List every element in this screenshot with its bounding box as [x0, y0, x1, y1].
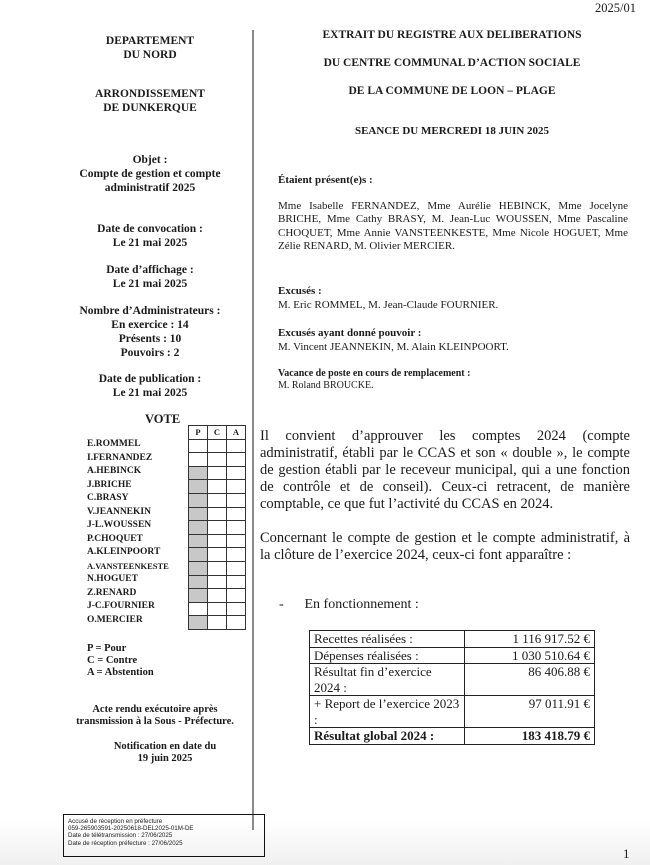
convocation-label: Date de convocation :: [97, 223, 203, 235]
vote-cell-a: [227, 616, 246, 630]
excuses-list: M. Eric ROMMEL, M. Jean-Claude FOURNIER.: [278, 298, 499, 311]
column-contre: C: [208, 426, 227, 440]
vote-cell-p: [189, 589, 208, 603]
voter-name: C.BRASY: [87, 493, 129, 503]
arrondissement-line: DE DUNKERQUE: [103, 102, 197, 114]
vote-cell-c: [208, 521, 227, 535]
acte-line: transmission à la Sous - Préfecture.: [76, 716, 234, 727]
administrateurs-block: [60, 304, 240, 360]
vote-cell-c: [208, 466, 227, 480]
column-divider: [252, 30, 254, 830]
vote-row: [189, 466, 246, 480]
vote-cell-p: [189, 453, 208, 467]
finance-value: 1 116 917.52 €: [465, 631, 595, 648]
receipt-line: Accusé de réception en préfecture: [68, 818, 163, 825]
publication-value: Le 21 mai 2025: [112, 387, 188, 399]
legend-abstention: A = Abstention: [87, 667, 154, 678]
finance-label: Résultat fin d’exercice 2024 :: [310, 664, 465, 696]
vote-cell-p: [189, 480, 208, 494]
en-exercice-count: En exercice : 14: [111, 319, 189, 331]
vote-cell-p: [189, 439, 208, 453]
vote-cell-a: [227, 453, 246, 467]
vote-cell-a: [227, 561, 246, 575]
vote-cell-a: [227, 480, 246, 494]
finance-value: 97 011.91 €: [465, 696, 595, 728]
vacance-label: Vacance de poste en cours de remplacement :: [278, 368, 471, 379]
vote-cell-c: [208, 453, 227, 467]
vote-cell-p: [189, 507, 208, 521]
publication-label: Date de publication :: [98, 373, 202, 385]
vote-cell-c: [208, 480, 227, 494]
header-line-3: DE LA COMMUNE DE LOON – PLAGE: [348, 85, 556, 97]
vote-cell-p: [189, 466, 208, 480]
arrondissement-block: [60, 87, 240, 115]
administrateurs-label: Nombre d’Administrateurs :: [79, 305, 221, 317]
vote-cell-p: [189, 493, 208, 507]
vote-row: [189, 589, 246, 603]
finance-table: [309, 630, 595, 745]
vote-cell-a: [227, 439, 246, 453]
objet-label: Objet :: [132, 154, 168, 166]
arrondissement-line: ARRONDISSEMENT: [95, 88, 205, 100]
vote-row: [189, 534, 246, 548]
vote-cell-a: [227, 507, 246, 521]
finance-value: 183 418.79 €: [465, 728, 595, 745]
voter-name: V.JEANNEKIN: [87, 506, 151, 517]
vote-row: [189, 616, 246, 630]
vote-cell-a: [227, 493, 246, 507]
finance-label: Résultat global 2024 :: [310, 728, 465, 745]
vote-cell-c: [208, 616, 227, 630]
voter-name: J-C.FOURNIER: [87, 601, 155, 611]
header-line-1: EXTRAIT DU REGISTRE AUX DELIBERATIONS: [322, 29, 582, 41]
vote-row: [189, 480, 246, 494]
acte-line: Acte rendu exécutoire après: [92, 704, 218, 715]
presents-list: Mme Isabelle FERNANDEZ, Mme Aurélie HEBINCK, Mme Jocelyne BRICHE, Mme Cathy BRASY, M. Jean-Luc WOUSSEN, Mme Pascaline CHOQUET, Mme Annie VANSTEENKESTE, Mme Nicole HOGUET, Mme Zélie RENARD, M. Olivier MERCIER.: [278, 199, 628, 252]
receipt-reception-date: Date de réception préfecture : 27/06/2025: [68, 839, 183, 847]
voter-name: Z.RENARD: [87, 587, 137, 598]
vacance-section: [278, 368, 628, 392]
finance-label: Dépenses réalisées :: [310, 647, 465, 664]
vote-grid-header: [189, 426, 246, 440]
vote-row: [189, 493, 246, 507]
presents-count: Présents : 10: [118, 333, 182, 345]
department-line: DEPARTEMENT: [105, 35, 195, 47]
vote-cell-c: [208, 548, 227, 562]
vote-cell-a: [227, 602, 246, 616]
vote-row: [189, 521, 246, 535]
voter-name: A.HEBINCK: [87, 466, 142, 476]
affichage-label: Date d’affichage :: [106, 264, 194, 276]
finance-label: Recettes réalisées :: [310, 631, 465, 648]
pouvoir-list: M. Vincent JEANNEKIN, M. Alain KLEINPOORT.: [278, 340, 509, 353]
department-block: [60, 34, 240, 62]
vote-row: [189, 561, 246, 575]
column-pour: P: [189, 426, 208, 440]
voter-name: J-L.WOUSSEN: [87, 520, 152, 530]
affichage-value: Le 21 mai 2025: [112, 278, 188, 290]
convocation-block: [60, 222, 240, 250]
publication-block: [60, 372, 240, 400]
vote-cell-a: [227, 575, 246, 589]
vote-row: [189, 602, 246, 616]
notification-date: 19 juin 2025: [137, 753, 193, 764]
vote-cell-a: [227, 534, 246, 548]
vote-cell-p: [189, 548, 208, 562]
seance-title: SEANCE DU MERCREDI 18 JUIN 2025: [354, 125, 550, 137]
vote-cell-p: [189, 561, 208, 575]
vote-row: [189, 548, 246, 562]
vote-row: [189, 453, 246, 467]
department-line: DU NORD: [123, 49, 177, 61]
presents-label: Étaient présent(e)s :: [278, 174, 373, 186]
vote-cell-a: [227, 589, 246, 603]
document-reference: 2025/01: [595, 1, 636, 15]
bullet-dash: -: [279, 597, 284, 612]
body-paragraph-1: Il convient d’approuver les comptes 2024 (compte administratif, établi par le CCAS et son « double », le compte de gestion établi par le receveur municipal, qui a une fonction de contrôle et de conseil). Ceux-ci retracent, de manière comptable, ce que fut l’activité du CCAS en 2024.: [260, 428, 630, 512]
convocation-value: Le 21 mai 2025: [112, 237, 188, 249]
vote-cell-c: [208, 534, 227, 548]
voter-name: E.ROMMEL: [87, 439, 141, 449]
vote-cell-p: [189, 602, 208, 616]
pouvoirs-count: Pouvoirs : 2: [120, 347, 180, 359]
excuses-section: [278, 285, 628, 312]
vacance-name: M. Roland BROUCKE.: [278, 380, 374, 391]
notification-block: [90, 741, 240, 765]
vote-row: [189, 575, 246, 589]
finance-value: 86 406.88 €: [465, 664, 595, 696]
vote-cell-p: [189, 521, 208, 535]
column-abstention: A: [227, 426, 246, 440]
affichage-block: [60, 263, 240, 291]
bullet-label: En fonctionnement :: [304, 597, 419, 612]
vote-cell-p: [189, 575, 208, 589]
finance-row: [310, 728, 595, 745]
vote-row: [189, 507, 246, 521]
finance-table-body: [310, 631, 595, 745]
vote-names: [87, 438, 169, 627]
objet-text: administratif 2025: [104, 182, 196, 194]
voter-name: A.KLEINPOORT: [87, 547, 161, 557]
finance-row: [310, 647, 595, 664]
vote-cell-a: [227, 466, 246, 480]
finance-label: + Report de l’exercice 2023 :: [310, 696, 465, 728]
legend-pour: P = Pour: [87, 643, 127, 654]
vote-cell-c: [208, 589, 227, 603]
voter-name: I.FERNANDEZ: [87, 452, 153, 463]
voter-name: A.VANSTEENKESTE: [87, 560, 169, 571]
pouvoir-label: Excusés ayant donné pouvoir :: [278, 327, 422, 339]
body-paragraph-2: Concernant le compte de gestion et le compte administratif, à la clôture de l’exercice 2024, ceux-ci font apparaître :: [260, 530, 630, 563]
prefecture-receipt-stamp: [63, 814, 265, 857]
vote-cell-c: [208, 507, 227, 521]
objet-text: Compte de gestion et compte: [79, 168, 221, 180]
excuses-label: Excusés :: [278, 285, 322, 297]
vote-cell-c: [208, 561, 227, 575]
vote-cell-c: [208, 439, 227, 453]
header-line-2: DU CENTRE COMMUNAL D’ACTION SOCIALE: [323, 57, 581, 69]
voter-name: N.HOGUET: [87, 574, 138, 584]
vote-cell-p: [189, 616, 208, 630]
notification-label: Notification en date du: [113, 741, 217, 752]
bullet-fonctionnement: [279, 597, 419, 613]
receipt-teletransmission-date: Date de télétransmission : 27/06/2025: [68, 832, 173, 840]
vote-cell-c: [208, 602, 227, 616]
vote-row: [189, 439, 246, 453]
vote-cell-p: [189, 534, 208, 548]
finance-row: [310, 631, 595, 648]
receipt-id: 059-265903591-20250618-DEL2025-01M-DE: [68, 825, 194, 833]
vote-grid: [188, 425, 246, 630]
page-number: 1: [623, 846, 630, 861]
acte-executoire: [60, 704, 250, 728]
finance-value: 1 030 510.64 €: [465, 647, 595, 664]
pouvoir-section: [278, 327, 628, 354]
voter-name: P.CHOQUET: [87, 533, 143, 544]
vote-cell-a: [227, 521, 246, 535]
finance-row: [310, 664, 595, 696]
legend-contre: C = Contre: [87, 655, 138, 666]
vote-title: VOTE: [145, 412, 181, 426]
vote-cell-c: [208, 575, 227, 589]
vote-grid-body: [189, 439, 246, 629]
voter-name: O.MERCIER: [87, 614, 143, 625]
finance-row: [310, 696, 595, 728]
presents-section: [278, 174, 628, 254]
vote-cell-c: [208, 493, 227, 507]
vote-legend: [87, 643, 154, 679]
objet-block: [60, 153, 240, 195]
vote-cell-a: [227, 548, 246, 562]
voter-name: J.BRICHE: [87, 479, 132, 490]
